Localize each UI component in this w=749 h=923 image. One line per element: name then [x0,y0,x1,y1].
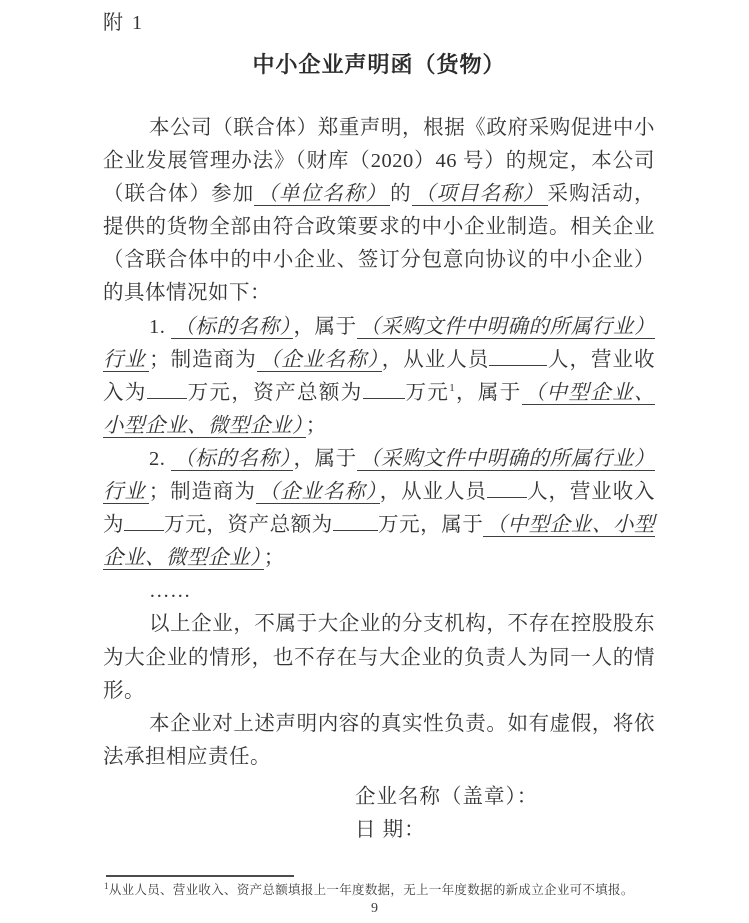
item-2-paragraph [103,443,655,575]
text-run: 万元 [404,381,450,404]
text-run: ； [263,547,285,570]
text-run: 本企业对上述声明内容的真实性负责。如有虚假，将依法承担相应责任。 [103,712,655,768]
placeholder-text: （标的名称） [171,316,293,339]
text-run: ，从业人员 [379,481,487,504]
ellipsis-paragraph [103,575,655,608]
blank-line [363,380,405,399]
text-run: …… [149,580,191,603]
footnote-marker: 1 [104,880,109,891]
text-run: ，属于 [455,381,522,404]
blank-line [333,512,378,531]
responsibility-paragraph [103,708,655,774]
item-1-paragraph [103,311,655,443]
placeholder-text: （采购文件中明确的所属行业）行业 [103,447,656,504]
text-run: 万元，属于 [377,514,484,537]
placeholder-text: （企业名称） [256,481,380,504]
text-run: 人，营业收入为 [103,348,656,404]
text-run: 本公司（联合体）郑重声明，根据《政府采购促进中小企业发展管理办法》（财库（2020）46 号）的规定，本公司（联合体）参加 [103,117,655,206]
attachment-label: 附 1 [103,12,144,34]
blank-line [124,512,164,531]
placeholder-text: （项目名称） [412,183,548,206]
text-run: 1. [149,315,172,338]
text-run: 万元，资产总额为 [186,381,363,404]
text-run: ，从业人员 [381,348,490,371]
text-run: ； [305,414,327,437]
page-title: 中小企业声明函（货物） [252,52,506,77]
placeholder-text: （中型企业、小型企业、微型企业） [103,381,656,437]
blank-line [487,479,527,498]
text-run: ；制造商为 [149,348,257,371]
blank-line [147,380,187,399]
placeholder-text: （中型企业、小型企业、微型企业） [103,514,656,570]
no-large-enterprise-paragraph [103,608,655,707]
text-run: 2. [149,447,172,470]
blank-line [489,347,547,366]
placeholder-text: （企业名称） [257,349,382,372]
text-run: 采购活动，提供的货物全部由符合政策要求的中小企业制造。相关企业（含联合体中的中小企业、签订分包意向协议的中小企业）的具体情况如下： [103,183,655,305]
company-seal-label: 企业名称（盖章）： [355,785,539,808]
text-run: 人，营业收入为 [103,481,656,537]
footnote-separator [106,875,294,877]
date-label: 日 期： [355,818,426,841]
signature-block [355,781,655,847]
placeholder-text: （标的名称） [171,448,293,471]
text-run: 万元，资产总额为 [164,514,333,537]
text-run: 的 [390,183,412,206]
footnote-body: 从业人员、营业收入、资产总额填报上一年度数据，无上一年度数据的新成立企业可不填报。 [108,883,634,897]
placeholder-text: （单位名称） [254,183,390,206]
text-run: ，属于 [293,447,357,470]
intro-paragraph [103,112,655,311]
page-number: 9 [371,901,378,916]
text-run: 以上企业，不属于大企业的分支机构，不存在控股股东为大企业的情形，也不存在与大企业的负责人为同一人的情形。 [103,613,655,702]
document-body [103,112,655,847]
footnote-text [104,882,664,899]
paragraphs-container [103,112,655,774]
footnote-ref: 1 [449,381,456,394]
text-run: ，属于 [293,315,357,338]
text-run: ；制造商为 [148,481,256,504]
placeholder-text: （采购文件中明确的所属行业）行业 [103,315,656,371]
